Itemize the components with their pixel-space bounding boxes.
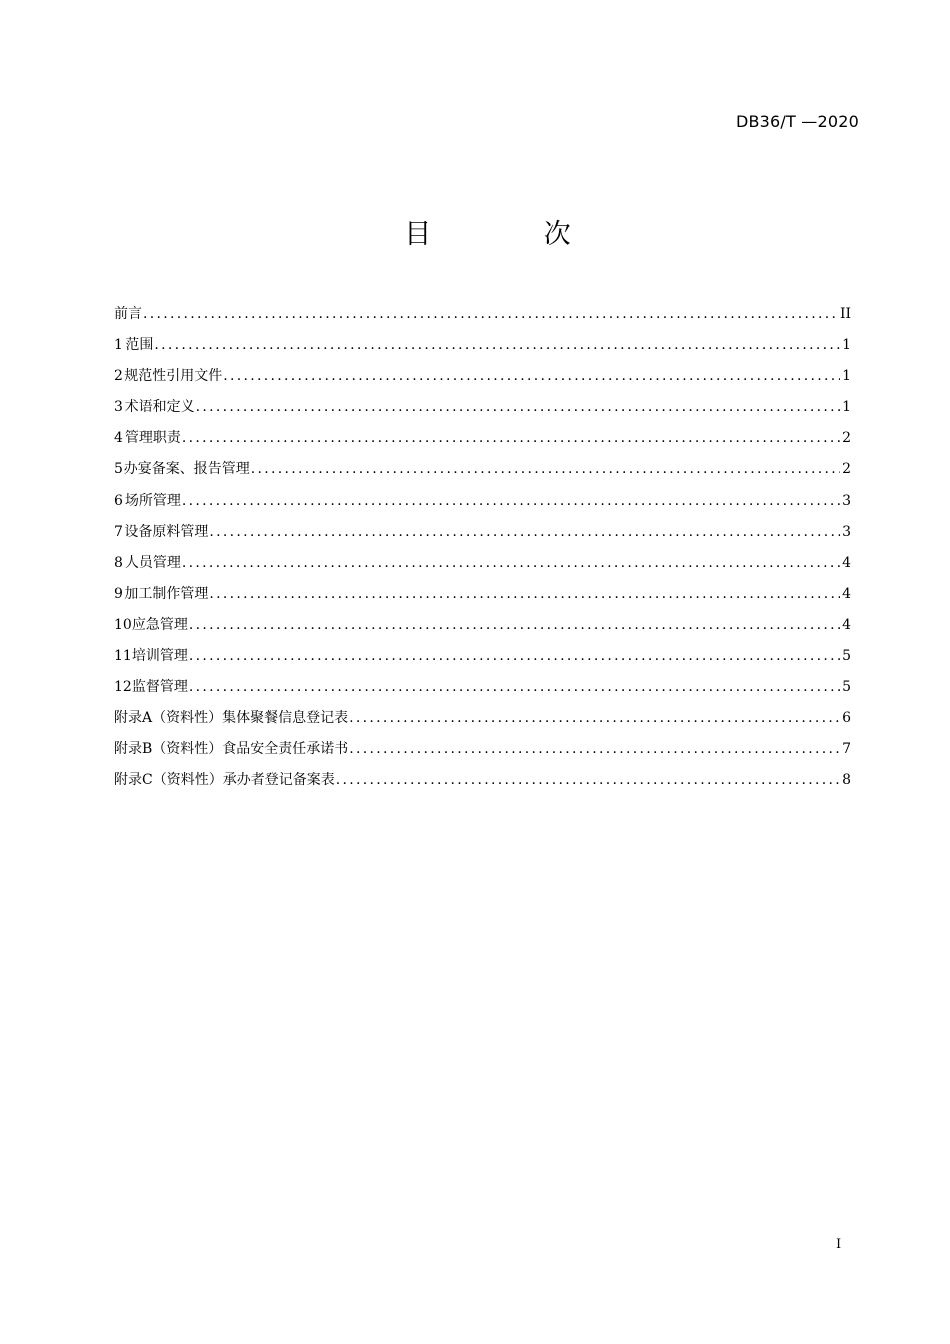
toc-section-number: 2 [114, 368, 123, 385]
table-of-contents [114, 299, 851, 797]
toc-entry-section-4[interactable] [114, 423, 851, 454]
dot-leader [154, 330, 840, 361]
toc-section-number: 5 [114, 461, 123, 478]
toc-label: 应急管理 [131, 616, 188, 633]
toc-section-number: 12 [114, 679, 132, 696]
toc-section-number: 7 [114, 523, 123, 540]
toc-entry-section-6[interactable] [114, 486, 851, 517]
dot-leader [336, 765, 840, 796]
toc-page-number: 4 [842, 585, 851, 602]
toc-section-number: 1 [114, 337, 123, 354]
toc-section-number: 6 [114, 492, 123, 509]
toc-label: 管理职责 [124, 430, 181, 447]
toc-entry-section-7[interactable] [114, 517, 851, 548]
toc-label: 规范性引用文件 [124, 368, 223, 385]
toc-entry-section-1[interactable] [114, 330, 851, 361]
dot-leader [182, 423, 840, 454]
toc-appendix-prefix: 附录B（资料性） [114, 741, 223, 758]
dot-leader [189, 672, 840, 703]
toc-page-number: 8 [842, 772, 851, 789]
toc-label: 场所管理 [124, 492, 181, 509]
toc-appendix-prefix: 附录C（资料性） [114, 772, 223, 789]
toc-appendix-prefix: 附录A（资料性） [114, 710, 223, 727]
toc-entry-section-3[interactable] [114, 392, 851, 423]
toc-label: 监督管理 [131, 679, 188, 696]
toc-page-number: 3 [842, 523, 851, 540]
toc-label: 加工制作管理 [124, 585, 209, 602]
toc-page-number: 1 [842, 337, 851, 354]
dot-leader [182, 486, 840, 517]
toc-entry-section-5[interactable] [114, 454, 851, 485]
dot-leader [223, 361, 840, 392]
toc-label: 设备原料管理 [124, 523, 209, 540]
toc-entry-section-9[interactable] [114, 579, 851, 610]
toc-entry-section-10[interactable] [114, 610, 851, 641]
toc-entry-appendix-c[interactable] [114, 765, 851, 796]
dot-leader [182, 548, 840, 579]
toc-entry-section-11[interactable] [114, 641, 851, 672]
dot-leader [251, 454, 840, 485]
toc-page-number: 5 [842, 679, 851, 696]
toc-page-number: 5 [842, 648, 851, 665]
toc-label: 办宴备案、报告管理 [123, 461, 250, 478]
standard-code: DB36/T —2020 [735, 112, 859, 131]
toc-page-number: 2 [842, 430, 851, 447]
toc-entry-section-2[interactable] [114, 361, 851, 392]
toc-entry-section-8[interactable] [114, 548, 851, 579]
toc-section-number: 11 [114, 648, 132, 665]
dot-leader [143, 299, 838, 330]
toc-entry-appendix-a[interactable] [114, 703, 851, 734]
toc-page-number: 1 [842, 399, 851, 416]
dot-leader [349, 734, 840, 765]
toc-page-number: 7 [842, 741, 851, 758]
dot-leader [209, 517, 840, 548]
dot-leader [189, 610, 840, 641]
dot-leader [196, 392, 840, 423]
toc-page-number: 4 [842, 616, 851, 633]
dot-leader [209, 579, 840, 610]
toc-section-number: 10 [114, 616, 132, 633]
toc-section-number: 4 [114, 430, 123, 447]
toc-page-number: 4 [842, 554, 851, 571]
toc-page-number: 3 [842, 492, 851, 509]
toc-entry-preface[interactable] [114, 299, 851, 330]
page-title: 目 次 [404, 219, 623, 250]
toc-page-number: II [839, 306, 851, 322]
toc-label: 承办者登记备案表 [222, 772, 335, 789]
toc-label: 人员管理 [124, 554, 181, 571]
toc-entry-appendix-b[interactable] [114, 734, 851, 765]
page-number: I [836, 1237, 842, 1252]
toc-label: 范围 [125, 337, 154, 354]
toc-label: 集体聚餐信息登记表 [222, 710, 349, 727]
toc-section-number: 8 [114, 554, 123, 571]
dot-leader [189, 641, 840, 672]
toc-section-number: 3 [114, 399, 123, 416]
toc-label: 术语和定义 [124, 399, 195, 416]
toc-label: 食品安全责任承诺书 [222, 741, 349, 758]
toc-page-number: 6 [842, 710, 851, 727]
toc-label: 前言 [114, 306, 142, 322]
toc-entry-section-12[interactable] [114, 672, 851, 703]
toc-page-number: 2 [842, 461, 851, 478]
toc-page-number: 1 [842, 368, 851, 385]
dot-leader [349, 703, 840, 734]
toc-section-number: 9 [114, 585, 123, 602]
toc-label: 培训管理 [131, 648, 188, 665]
